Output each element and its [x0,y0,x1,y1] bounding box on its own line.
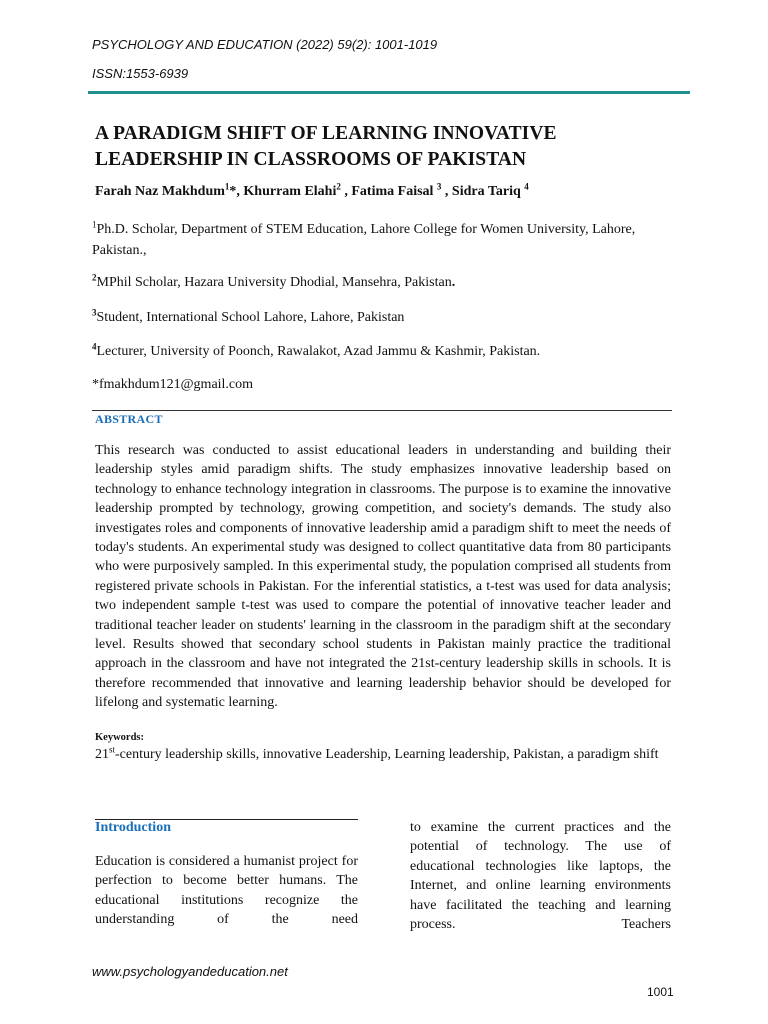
affiliation-tail: . [451,275,456,290]
header-rule [88,91,690,94]
author-sep: , [441,184,452,199]
affiliation-text: Student, International School Lahore, Lahore, Pakistan [96,310,405,325]
keywords-body [95,745,671,765]
abstract-rule [92,410,672,411]
paper-title-line-1: A PARADIGM SHIFT OF LEARNING INNOVATIVE [95,123,557,144]
abstract-heading: ABSTRACT [95,412,163,426]
affiliation-number: 4 [92,341,97,352]
author-name: Farah Naz Makhdum [95,184,225,199]
author-name: Sidra Tariq [451,184,525,199]
affiliation-text: Lecturer, University of Poonch, Rawalakot, Azad Jammu & Kashmir, Pakistan. [96,344,541,359]
affiliation-text: Ph.D. Scholar, Department of STEM Education, Lahore College for Women University, Lahore, Pakistan., [92,222,636,258]
keywords-heading: Keywords: [95,732,144,743]
page-number: 1001 [647,985,674,999]
paper-title-line-2: LEADERSHIP IN CLASSROOMS OF PAKISTAN [95,149,527,170]
author-name: Khurram Elahi [243,184,337,199]
abstract-body: This research was conducted to assist educational leaders in understanding and building their leadership styles amid paradigm shifts. The study emphasizes innovative leadership based on technology to enhance technology integration in classrooms. The purpose is to examine the innovative leadership prompted by technology, growing competition, and society's demands. The study also investigates roles and components of innovative leadership amid a paradigm shift to meet the needs of today's students. An experimental study was designed to collect quantitative data from 80 participants who were purposively sampled. In this experimental study, the population comprised all students from registered private schools in Pakistan. For the inferential statistics, a t-test was used for data analysis; two independent sample t-test was used to compare the potential of innovative teacher leader and traditional teacher leader on students' learning in the classroom in the paradigm shift at the secondary level. Results showed that secondary school students in Pakistan mainly practice the traditional approach in the classroom and have not integrated the 21st-century leadership skills in schools. It is therefore recommended that innovative and learning leadership behavior should be developed for lifelong and systematic learning. [95,443,671,711]
affiliation-text: MPhil Scholar, Hazara University Dhodial, Mansehra, Pakistan [96,275,452,290]
journal-title: PSYCHOLOGY AND EDUCATION (2022) 59(2): 1001-1019 [92,37,438,52]
footer-url[interactable]: www.psychologyandeducation.net [92,964,288,979]
introduction-left-column: Education is considered a humanist project for perfection to become better humans. The educational institutions recognize the understanding of the need [95,854,358,928]
affiliation-number: 1 [92,219,97,230]
keywords-rest: -century leadership skills, innovative Leadership, Learning leadership, Pakistan, a paradigm shift [115,747,659,762]
issn-label: ISSN:1553-6939 [92,66,189,81]
paper-title [95,121,675,173]
keywords-prefix: 21 [95,747,109,762]
author-sep: *, [229,184,244,199]
introduction-heading: Introduction [95,820,171,835]
affiliation-3 [92,307,672,328]
author-list [95,181,529,200]
affiliation-number: 2 [92,272,97,283]
author-sup: 2 [336,181,341,192]
affiliation-1 [92,219,672,261]
author-sup: 4 [524,181,529,192]
author-sup: 1 [224,181,230,192]
introduction-right-column: to examine the current practices and the potential of technology. The use of educational technologies like laptops, the Internet, and online learning environments have facilitated the teaching and learning process. Teachers [410,820,671,933]
affiliation-number: 3 [92,307,97,318]
keywords-sup: st [109,744,116,755]
author-sup: 3 [436,181,442,192]
affiliation-4 [92,341,672,362]
author-sep: , [340,184,352,199]
corresponding-email: *fmakhdum121@gmail.com [92,377,254,392]
affiliation-2 [92,272,672,293]
author-name: Fatima Faisal [351,184,437,199]
